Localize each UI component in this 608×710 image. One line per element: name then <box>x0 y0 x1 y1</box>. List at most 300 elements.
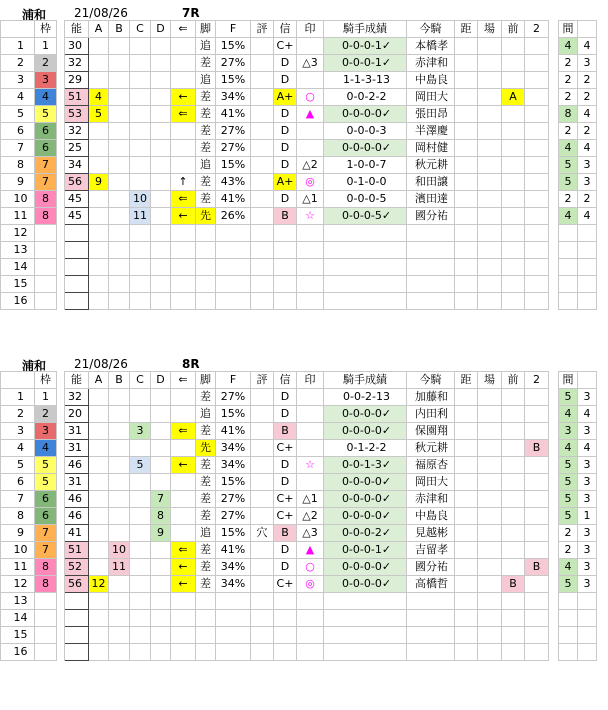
cell-ma1: 4 <box>559 208 578 225</box>
cell-c: 5 <box>130 457 151 474</box>
spacer <box>549 89 559 106</box>
cell-f <box>216 610 251 627</box>
cell-no: 6 <box>1 123 35 140</box>
cell-d <box>151 457 171 474</box>
cell-kyaku <box>196 242 216 259</box>
cell-ba <box>478 55 502 72</box>
cell-ma2: 3 <box>578 491 597 508</box>
spacer <box>57 225 65 242</box>
cell-waku: 6 <box>35 508 57 525</box>
cell-f <box>216 627 251 644</box>
table-row <box>1 242 597 259</box>
cell-ma2: 3 <box>578 157 597 174</box>
cell-ba <box>478 140 502 157</box>
cell-waku: 5 <box>35 474 57 491</box>
cell-ba <box>478 423 502 440</box>
cell-ma2 <box>578 293 597 310</box>
cell-kyori <box>455 89 478 106</box>
spacer <box>549 38 559 55</box>
cell-shin: D <box>274 191 297 208</box>
cell-kyori <box>455 389 478 406</box>
cell-ma2: 4 <box>578 208 597 225</box>
table-row <box>1 191 597 208</box>
cell-mae <box>502 491 525 508</box>
table-row <box>1 542 597 559</box>
cell-waku <box>35 259 57 276</box>
cell-two <box>525 89 549 106</box>
cell-ba <box>478 440 502 457</box>
column-header: C <box>130 372 151 389</box>
cell-rec: 0-0-0-0✓ <box>324 576 407 593</box>
cell-ma2: 3 <box>578 559 597 576</box>
cell-kyori <box>455 242 478 259</box>
cell-f: 41% <box>216 542 251 559</box>
cell-rec: 0-0-0-0✓ <box>324 491 407 508</box>
cell-no: 14 <box>1 610 35 627</box>
cell-ba <box>478 123 502 140</box>
cell-ma2 <box>578 627 597 644</box>
cell-jockey <box>407 276 455 293</box>
cell-f: 26% <box>216 208 251 225</box>
spacer <box>57 174 65 191</box>
cell-two <box>525 55 549 72</box>
cell-kyaku <box>196 225 216 242</box>
cell-no: 12 <box>1 225 35 242</box>
cell-a: 12 <box>89 576 109 593</box>
spacer <box>57 72 65 89</box>
cell-nou: 25 <box>65 140 89 157</box>
cell-rec: 0-1-0-0 <box>324 174 407 191</box>
spacer <box>549 440 559 457</box>
cell-mae <box>502 38 525 55</box>
table-row <box>1 72 597 89</box>
cell-hyo <box>251 293 274 310</box>
cell-f <box>216 276 251 293</box>
cell-two <box>525 225 549 242</box>
cell-nou <box>65 627 89 644</box>
cell-ma2: 2 <box>578 123 597 140</box>
cell-no: 15 <box>1 276 35 293</box>
cell-arrow <box>171 610 196 627</box>
cell-mae <box>502 423 525 440</box>
table-row <box>1 474 597 491</box>
cell-two <box>525 208 549 225</box>
column-header: 今騎 <box>407 372 455 389</box>
cell-shirushi <box>297 440 324 457</box>
cell-ma2 <box>578 225 597 242</box>
cell-mae <box>502 457 525 474</box>
cell-no: 13 <box>1 593 35 610</box>
race-section-7r <box>0 2 608 307</box>
cell-d <box>151 208 171 225</box>
spacer <box>57 576 65 593</box>
cell-a <box>89 55 109 72</box>
cell-ma1: 4 <box>559 559 578 576</box>
cell-shin: C+ <box>274 491 297 508</box>
table-row <box>1 259 597 276</box>
cell-rec: 0-0-0-2✓ <box>324 525 407 542</box>
cell-b: 11 <box>109 559 130 576</box>
cell-two <box>525 525 549 542</box>
cell-kyori <box>455 474 478 491</box>
cell-shin: D <box>274 474 297 491</box>
cell-mae <box>502 174 525 191</box>
cell-no: 9 <box>1 525 35 542</box>
spacer <box>57 157 65 174</box>
cell-waku: 7 <box>35 157 57 174</box>
cell-d <box>151 106 171 123</box>
cell-arrow <box>171 627 196 644</box>
cell-shirushi: ○ <box>297 89 324 106</box>
cell-a <box>89 644 109 661</box>
cell-arrow: ↑ <box>171 174 196 191</box>
cell-no: 10 <box>1 191 35 208</box>
cell-arrow <box>171 123 196 140</box>
cell-hyo <box>251 72 274 89</box>
cell-jockey: 保園翔 <box>407 423 455 440</box>
cell-mae <box>502 627 525 644</box>
cell-c <box>130 644 151 661</box>
cell-two <box>525 174 549 191</box>
spacer <box>57 610 65 627</box>
cell-kyaku: 差 <box>196 106 216 123</box>
cell-b <box>109 72 130 89</box>
cell-kyori <box>455 406 478 423</box>
column-header: 距 <box>455 21 478 38</box>
cell-jockey: 張田昂 <box>407 106 455 123</box>
cell-shirushi: △2 <box>297 157 324 174</box>
spacer <box>549 140 559 157</box>
cell-c <box>130 55 151 72</box>
cell-two <box>525 157 549 174</box>
cell-rec: 0-0-2-2 <box>324 89 407 106</box>
cell-rec <box>324 610 407 627</box>
cell-d <box>151 610 171 627</box>
cell-rec: 1-1-3-13 <box>324 72 407 89</box>
cell-b <box>109 389 130 406</box>
cell-kyori <box>455 276 478 293</box>
cell-f: 27% <box>216 491 251 508</box>
cell-ma2: 4 <box>578 440 597 457</box>
cell-jockey: 中島良 <box>407 508 455 525</box>
cell-nou: 56 <box>65 174 89 191</box>
cell-c <box>130 627 151 644</box>
cell-ma1: 2 <box>559 542 578 559</box>
cell-arrow: ← <box>171 576 196 593</box>
cell-waku: 3 <box>35 423 57 440</box>
spacer <box>549 457 559 474</box>
venue-label: 浦和 <box>22 8 47 22</box>
cell-hyo <box>251 542 274 559</box>
spacer <box>549 474 559 491</box>
cell-rec: 0-0-0-0✓ <box>324 508 407 525</box>
cell-d <box>151 140 171 157</box>
cell-shirushi <box>297 276 324 293</box>
cell-kyori <box>455 644 478 661</box>
cell-rec: 0-0-0-0✓ <box>324 406 407 423</box>
spacer <box>549 259 559 276</box>
column-header: 能 <box>65 21 89 38</box>
cell-arrow: ← <box>171 89 196 106</box>
cell-mae <box>502 157 525 174</box>
cell-arrow <box>171 440 196 457</box>
cell-shirushi <box>297 72 324 89</box>
cell-shirushi: △3 <box>297 55 324 72</box>
cell-b <box>109 174 130 191</box>
cell-kyaku: 差 <box>196 174 216 191</box>
cell-mae <box>502 389 525 406</box>
cell-ma1 <box>559 242 578 259</box>
cell-d <box>151 259 171 276</box>
cell-a <box>89 259 109 276</box>
cell-shin <box>274 610 297 627</box>
spacer <box>57 38 65 55</box>
cell-waku <box>35 627 57 644</box>
spacer <box>57 123 65 140</box>
cell-shirushi <box>297 38 324 55</box>
cell-ma2: 3 <box>578 525 597 542</box>
cell-c <box>130 72 151 89</box>
cell-rec: 0-0-2-13 <box>324 389 407 406</box>
cell-ma2: 2 <box>578 72 597 89</box>
spacer <box>57 140 65 157</box>
cell-ba <box>478 191 502 208</box>
cell-ma1: 4 <box>559 440 578 457</box>
column-header <box>1 372 35 389</box>
cell-waku: 8 <box>35 191 57 208</box>
cell-jockey: 赤津和 <box>407 491 455 508</box>
cell-shin: C+ <box>274 508 297 525</box>
cell-arrow <box>171 157 196 174</box>
cell-a <box>89 191 109 208</box>
cell-waku: 3 <box>35 72 57 89</box>
cell-no: 3 <box>1 423 35 440</box>
cell-ma2 <box>578 242 597 259</box>
cell-no: 1 <box>1 38 35 55</box>
cell-ma2: 2 <box>578 89 597 106</box>
cell-d <box>151 72 171 89</box>
race-date: 21/08/26 <box>74 6 128 20</box>
cell-ma1: 5 <box>559 474 578 491</box>
cell-nou: 30 <box>65 38 89 55</box>
cell-d <box>151 474 171 491</box>
cell-f: 41% <box>216 423 251 440</box>
cell-f: 15% <box>216 474 251 491</box>
cell-kyaku: 差 <box>196 423 216 440</box>
cell-b <box>109 440 130 457</box>
cell-ma1: 4 <box>559 406 578 423</box>
cell-kyori <box>455 525 478 542</box>
cell-two <box>525 457 549 474</box>
spacer <box>57 644 65 661</box>
cell-d <box>151 559 171 576</box>
cell-rec: 0-0-1-3✓ <box>324 457 407 474</box>
cell-nou <box>65 225 89 242</box>
cell-d <box>151 89 171 106</box>
column-header: 前 <box>502 21 525 38</box>
cell-b <box>109 474 130 491</box>
cell-nou: 34 <box>65 157 89 174</box>
cell-kyaku: 差 <box>196 542 216 559</box>
cell-kyaku: 差 <box>196 508 216 525</box>
cell-f: 27% <box>216 508 251 525</box>
cell-b <box>109 627 130 644</box>
spacer <box>57 525 65 542</box>
cell-shirushi <box>297 474 324 491</box>
column-header: 騎手成績 <box>324 372 407 389</box>
cell-kyaku: 差 <box>196 140 216 157</box>
cell-arrow <box>171 474 196 491</box>
cell-arrow <box>171 242 196 259</box>
cell-shin: D <box>274 72 297 89</box>
cell-ma2: 3 <box>578 542 597 559</box>
cell-jockey <box>407 259 455 276</box>
spacer <box>549 593 559 610</box>
cell-mae <box>502 644 525 661</box>
cell-a <box>89 457 109 474</box>
cell-shirushi: ▲ <box>297 106 324 123</box>
spacer <box>549 225 559 242</box>
cell-kyori <box>455 559 478 576</box>
cell-nou: 46 <box>65 508 89 525</box>
cell-jockey: 本橋孝 <box>407 38 455 55</box>
table-row <box>1 593 597 610</box>
cell-two <box>525 123 549 140</box>
cell-kyaku <box>196 593 216 610</box>
cell-kyori <box>455 225 478 242</box>
cell-c <box>130 542 151 559</box>
cell-arrow <box>171 406 196 423</box>
cell-a: 5 <box>89 106 109 123</box>
cell-c: 10 <box>130 191 151 208</box>
cell-f: 15% <box>216 406 251 423</box>
cell-ba <box>478 157 502 174</box>
cell-ba <box>478 610 502 627</box>
cell-nou: 32 <box>65 123 89 140</box>
cell-ma2: 1 <box>578 508 597 525</box>
race-number: 7R <box>182 6 200 20</box>
cell-shin: B <box>274 525 297 542</box>
venue-label: 浦和 <box>22 359 47 373</box>
cell-no: 11 <box>1 559 35 576</box>
cell-nou <box>65 610 89 627</box>
column-header: 脚 <box>196 21 216 38</box>
cell-kyaku: 追 <box>196 157 216 174</box>
cell-b <box>109 259 130 276</box>
cell-shirushi: ○ <box>297 559 324 576</box>
cell-mae <box>502 276 525 293</box>
cell-c <box>130 389 151 406</box>
cell-rec <box>324 242 407 259</box>
cell-kyori <box>455 191 478 208</box>
cell-b <box>109 140 130 157</box>
cell-waku: 4 <box>35 440 57 457</box>
cell-shin: D <box>274 55 297 72</box>
cell-f: 27% <box>216 55 251 72</box>
cell-no: 5 <box>1 106 35 123</box>
column-header: B <box>109 372 130 389</box>
cell-a <box>89 140 109 157</box>
cell-ba <box>478 89 502 106</box>
cell-hyo <box>251 276 274 293</box>
cell-waku: 5 <box>35 106 57 123</box>
cell-arrow: ⇐ <box>171 106 196 123</box>
cell-kyaku <box>196 627 216 644</box>
cell-mae: A <box>502 89 525 106</box>
cell-c <box>130 89 151 106</box>
cell-two <box>525 406 549 423</box>
table-row <box>1 627 597 644</box>
cell-jockey: 秋元耕 <box>407 440 455 457</box>
cell-mae <box>502 225 525 242</box>
cell-arrow <box>171 525 196 542</box>
spacer <box>549 123 559 140</box>
cell-shin <box>274 225 297 242</box>
cell-shin: A+ <box>274 174 297 191</box>
column-header: 騎手成績 <box>324 21 407 38</box>
cell-c <box>130 140 151 157</box>
cell-shirushi <box>297 259 324 276</box>
column-header: 前 <box>502 372 525 389</box>
cell-shirushi: ◎ <box>297 576 324 593</box>
cell-nou: 31 <box>65 440 89 457</box>
cell-jockey: 岡田大 <box>407 474 455 491</box>
column-header: 2 <box>525 21 549 38</box>
cell-shin: D <box>274 542 297 559</box>
cell-mae <box>502 55 525 72</box>
cell-c <box>130 610 151 627</box>
spacer <box>549 423 559 440</box>
cell-waku <box>35 293 57 310</box>
cell-shin <box>274 627 297 644</box>
column-header <box>549 372 559 389</box>
cell-waku: 6 <box>35 491 57 508</box>
cell-hyo <box>251 491 274 508</box>
cell-hyo <box>251 55 274 72</box>
cell-arrow: ← <box>171 457 196 474</box>
column-header: A <box>89 21 109 38</box>
cell-ma1: 4 <box>559 38 578 55</box>
cell-kyaku <box>196 276 216 293</box>
cell-no: 15 <box>1 627 35 644</box>
cell-c <box>130 559 151 576</box>
cell-no: 9 <box>1 174 35 191</box>
table-row <box>1 157 597 174</box>
cell-kyori <box>455 106 478 123</box>
spacer <box>549 389 559 406</box>
cell-shirushi <box>297 627 324 644</box>
cell-ma2: 3 <box>578 474 597 491</box>
column-header: 能 <box>65 372 89 389</box>
cell-two <box>525 610 549 627</box>
cell-two <box>525 293 549 310</box>
cell-a <box>89 508 109 525</box>
cell-hyo: 穴 <box>251 525 274 542</box>
cell-arrow <box>171 389 196 406</box>
cell-kyori <box>455 38 478 55</box>
cell-kyaku: 差 <box>196 191 216 208</box>
cell-shin: D <box>274 457 297 474</box>
cell-kyori <box>455 457 478 474</box>
cell-shirushi: △2 <box>297 508 324 525</box>
cell-shin <box>274 276 297 293</box>
cell-no: 12 <box>1 576 35 593</box>
cell-jockey: 和田譲 <box>407 174 455 191</box>
cell-shin: C+ <box>274 440 297 457</box>
spacer <box>549 491 559 508</box>
cell-a <box>89 423 109 440</box>
cell-waku: 8 <box>35 559 57 576</box>
